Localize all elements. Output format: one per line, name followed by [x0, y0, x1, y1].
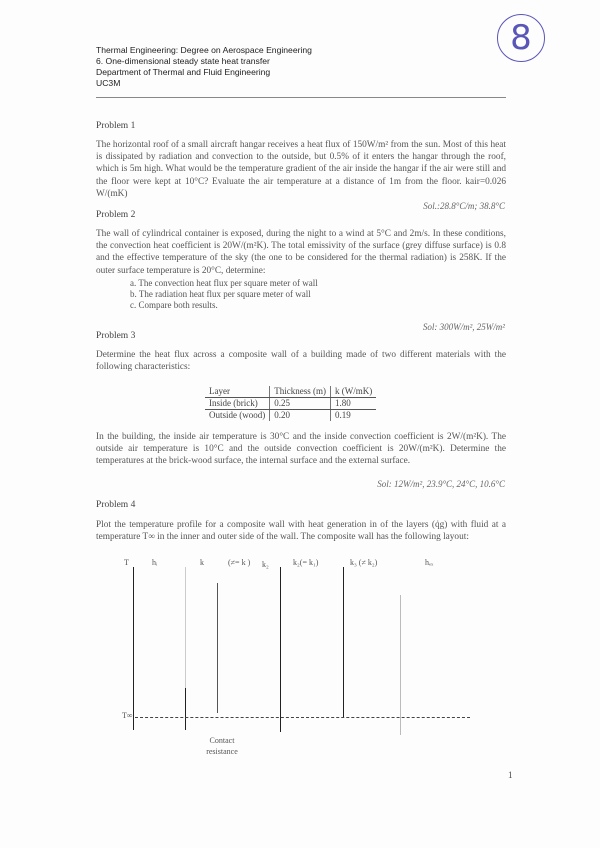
- table-header: Layer: [205, 386, 270, 398]
- problem1-title: Problem 1: [96, 121, 136, 131]
- wall-line: [343, 567, 344, 717]
- problem4-text: Plot the temperature profile for a composite wall with heat generation in of the layers (q̇g) with fluid at a temperature T∞ in the inner and outer side of the wall. The composite wall has the following layout:: [96, 520, 506, 543]
- header-university: UC3M: [96, 78, 121, 88]
- header-department: Department of Thermal and Fluid Engineering: [96, 67, 271, 77]
- table-cell: Inside (brick): [205, 398, 270, 410]
- header-divider: [96, 97, 506, 98]
- header-course: Thermal Engineering: Degree on Aerospace Engineering: [96, 45, 312, 55]
- page-number: 1: [508, 770, 513, 780]
- problem2-item-a: a. The convection heat flux per square meter of wall: [130, 278, 318, 288]
- label-k2: k₂: [262, 560, 269, 569]
- tinf-dashed-line: [135, 717, 470, 718]
- problem1-solution: Sol.:28.8°C/m; 38.8°C: [423, 201, 505, 211]
- table-row: [205, 398, 376, 410]
- problem2-title: Problem 2: [96, 210, 136, 220]
- problem1-text: The horizontal roof of a small aircraft hangar receives a heat flux of 150W/m² from the sun. Most of this heat is dissipated by radiation and convection to the outside, but 0.5% of it enters the hangar through the roof, which is 5m high. What would be the temperature gradient of the air inside the hangar if the air were still and the floor were kept at 10°C? Evaluate the air temperature at a distance of 1m from the floor. kair=0.026 W/(mK): [96, 140, 506, 199]
- table-cell: 1.80: [331, 398, 377, 410]
- table-header-row: [205, 386, 376, 398]
- axis-label-tinf: T∞: [122, 711, 133, 720]
- wall-line: [185, 688, 186, 730]
- wall-line: [217, 583, 218, 713]
- problem4-title: Problem 4: [96, 500, 136, 510]
- label-k3: k₃ (≠ k₂): [350, 558, 378, 567]
- wall-line: [280, 567, 281, 732]
- problem3-solution: Sol: 12W/m², 23.9°C, 24°C, 10.6°C: [377, 479, 505, 489]
- temperature-axis: [133, 567, 134, 730]
- label-contact-resistance: Contact resistance: [206, 736, 238, 756]
- table-cell: 0.20: [270, 410, 331, 422]
- label-k: k: [200, 558, 204, 567]
- problem2-text: The wall of cylindrical container is exposed, during the night to a wind at 5°C and 2m/s. In these conditions, the convection heat coefficient is 20W/(m²K). The total emissivity of the surface (grey diffuse surface) is 0.8 and the effective temperature of the sky (the one to be considered for the thermal radiation) is 258K. If the outer surface temperature is 20°C, determine:: [96, 229, 506, 276]
- problem3-text2: In the building, the inside air temperature is 30°C and the inside convection coefficient is 2W/(m²K). The outside air temperature is 10°C and the outside convection coefficient is 20W/(m²K). Determine the temperatures at the brick-wood surface, the internal surface and the external surface.: [96, 432, 506, 467]
- table-cell: 0.19: [335, 410, 351, 420]
- handwritten-page-stamp: 8: [497, 14, 545, 62]
- label-k2-eq: k₂(= k₁): [293, 558, 319, 567]
- problem2-item-c: c. Compare both results.: [130, 300, 218, 310]
- axis-label-t: T: [124, 558, 129, 567]
- table-header: Thickness (m): [270, 386, 331, 398]
- problem2-solution: Sol: 300W/m², 25W/m²: [422, 322, 505, 332]
- wall-line: [400, 595, 401, 735]
- problem3-title: Problem 3: [96, 331, 136, 341]
- label-k1: (≠= k ): [228, 558, 251, 567]
- materials-table: [205, 386, 376, 421]
- table-row: [205, 410, 376, 422]
- problem3-text: Determine the heat flux across a composite wall of a building made of two different materials with the following characteristics:: [96, 350, 506, 373]
- problem2-item-b: b. The radiation heat flux per square meter of wall: [130, 289, 311, 299]
- label-hi: hᵢ: [152, 558, 158, 567]
- label-hex: hₑₓ: [425, 558, 434, 567]
- table-header: k (W/mK): [331, 386, 377, 398]
- table-cell: 0.25: [270, 398, 331, 410]
- header-topic: 6. One-dimensional steady state heat transfer: [96, 56, 270, 66]
- table-cell: Outside (wood): [205, 410, 270, 422]
